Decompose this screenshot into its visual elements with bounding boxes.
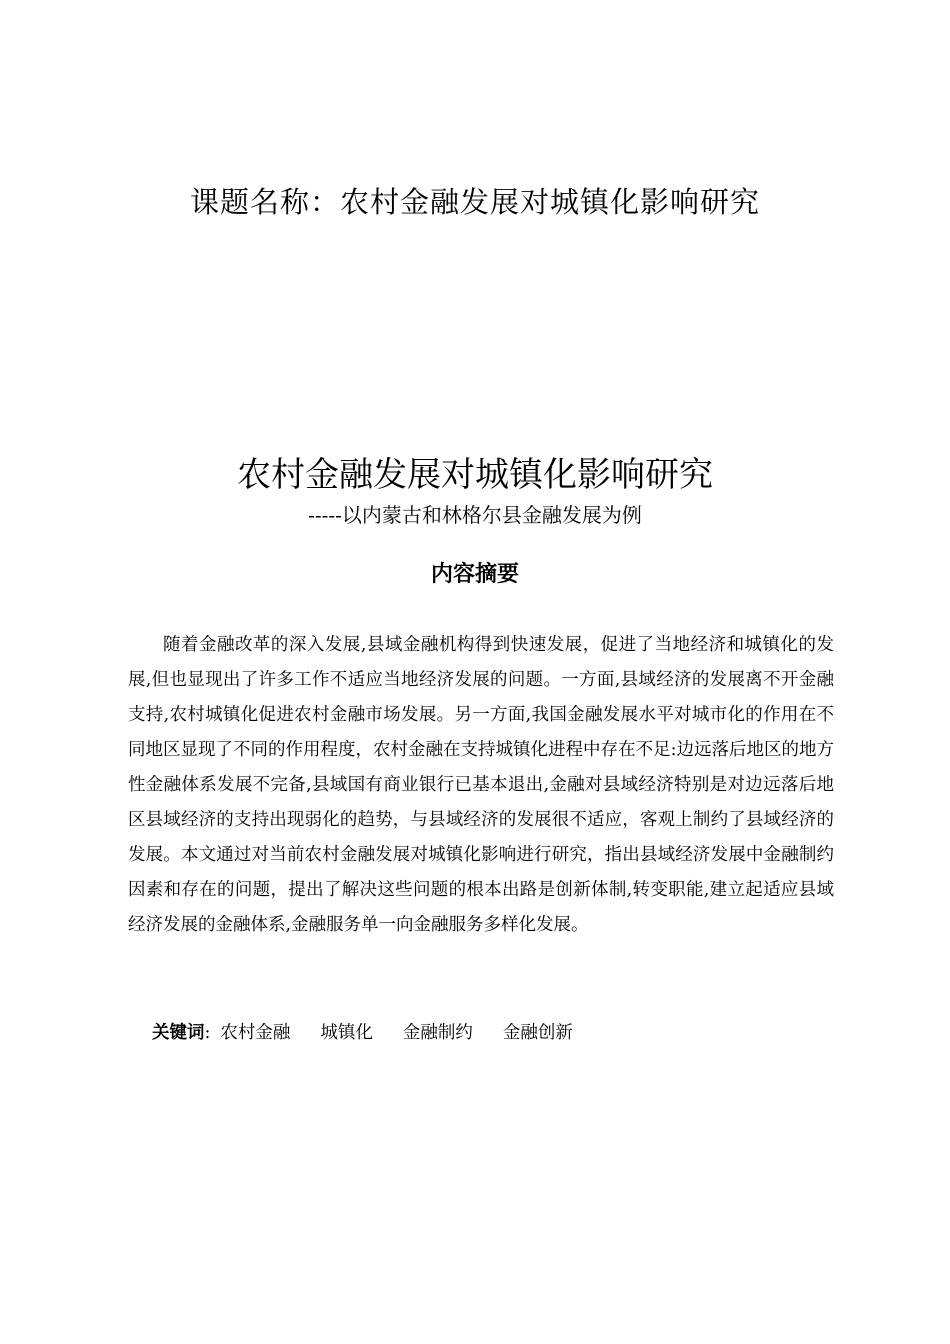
topic-label: 课题名称： — [189, 185, 340, 219]
topic-line — [0, 180, 950, 224]
keywords-line — [152, 1018, 603, 1048]
paper-subtitle: -----以内蒙古和林格尔县金融发展为例 — [308, 503, 642, 527]
keyword-item: 金融创新 — [502, 1023, 573, 1043]
abstract-body: 随着金融改革的深入发展,县域金融机构得到快速发展，促进了当地经济和城镇化的发展,但也显现出了许多工作不适应当地经济发展的问题。一方面,县域经济的发展离不开金融支持,农村城镇化促进农村金融市场发展。另一方面,我国金融发展水平对城市化的作用在不同地区显现了不同的作用程度，农村金融在支持城镇化进程中存在不足:边远落后地区的地方性金融体系发展不完备,县域国有商业银行已基本退出,金融对县域经济特别是对边远落后地区县域经济的支持出现弱化的趋势，与县域经济的发展很不适应，客观上制约了县域经济的发展。本文通过对当前农村金融发展对城镇化影响进行研究，指出县域经济发展中金融制约因素和存在的问题，提出了解决这些问题的根本出路是创新体制,转变职能,建立起适应县域经济发展的金融体系,金融服务单一向金融服务多样化发展。 — [128, 635, 834, 935]
abstract-heading: 内容摘要 — [430, 562, 519, 587]
keyword-item: 城镇化 — [320, 1023, 373, 1043]
paper-title: 农村金融发展对城镇化影响研究 — [237, 455, 713, 495]
keywords-label: 关键词 — [152, 1023, 205, 1043]
topic-name: 农村金融发展对城镇化影响研究 — [340, 185, 761, 219]
keywords-separator: : — [204, 1023, 211, 1043]
keyword-item: 农村金融 — [220, 1023, 291, 1043]
keyword-item: 金融制约 — [402, 1023, 473, 1043]
